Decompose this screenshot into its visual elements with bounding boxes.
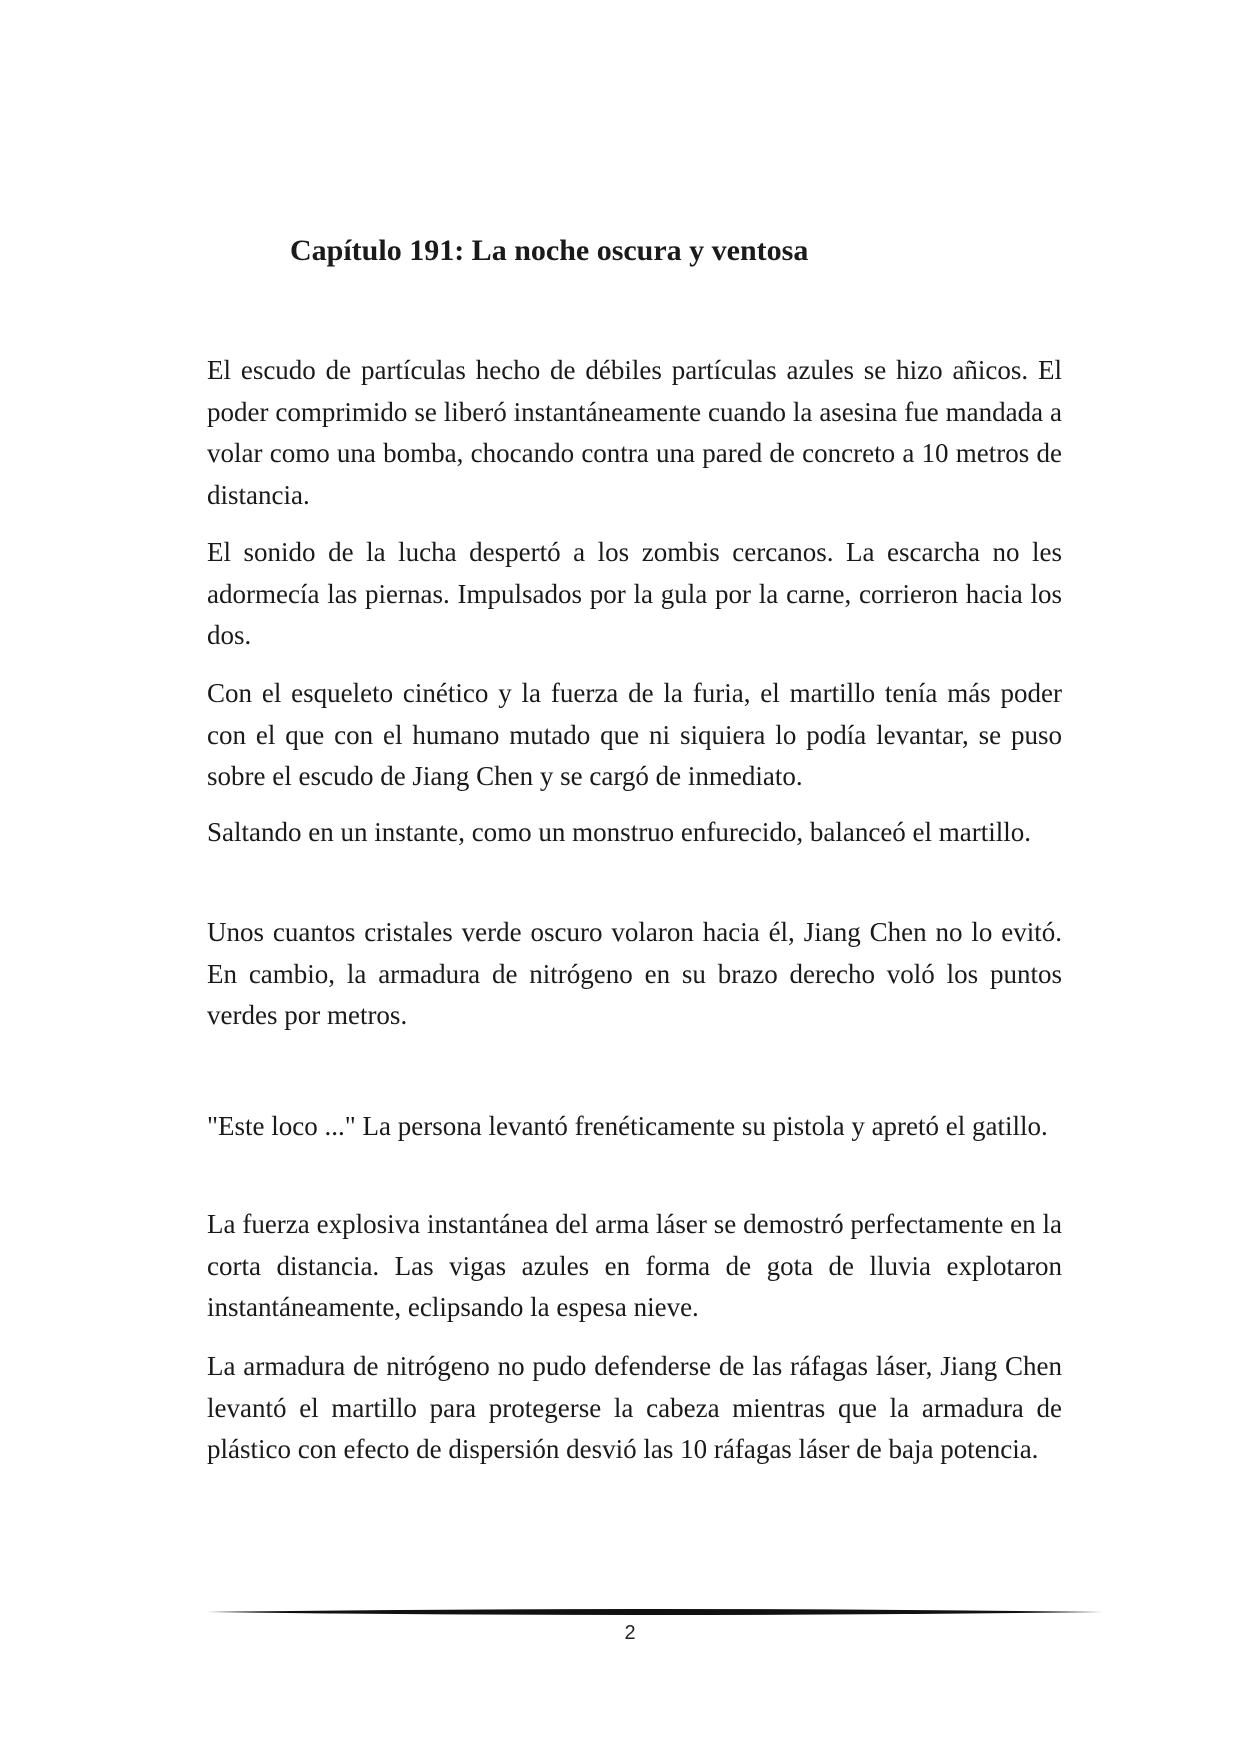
paragraph: Saltando en un instante, como un monstruo enfurecido, balanceó el martillo.: [207, 817, 1032, 847]
paragraph: La fuerza explosiva instantánea del arma láser se demostró perfectamente en la corta distancia. Las vigas azules en forma de gota de lluvia explotaron instantáneamente, eclipsando la espesa nieve.: [207, 1209, 1062, 1322]
paragraph: El sonido de la lucha despertó a los zombis cercanos. La escarcha no les adormecía las piernas. Impulsados por la gula por la carne, corrieron hacia los dos.: [207, 537, 1062, 650]
chapter-title: Capítulo 191: La noche oscura y ventosa: [290, 234, 809, 267]
paragraph: El escudo de partículas hecho de débiles partículas azules se hizo añicos. El poder comprimido se liberó instantáneamente cuando la asesina fue mandada a volar como una bomba, chocando contra una pared de concreto a 10 metros de distancia.: [207, 355, 1062, 510]
paragraph: La armadura de nitrógeno no pudo defenderse de las ráfagas láser, Jiang Chen levantó el martillo para protegerse la cabeza mientras que la armadura de plástico con efecto de dispersión desvió las 10 ráfagas láser de baja potencia.: [207, 1351, 1062, 1464]
footer-divider: [207, 1606, 1103, 1618]
paragraph: Con el esqueleto cinético y la fuerza de la furia, el martillo tenía más poder con el que con el humano mutado que ni siquiera lo podía levantar, se puso sobre el escudo de Jiang Chen y se cargó de inmediato.: [207, 678, 1062, 791]
paragraph: "Este loco ..." La persona levantó frenéticamente su pistola y apretó el gatillo.: [207, 1111, 1048, 1141]
page-number: 2: [624, 1622, 636, 1644]
paragraph: Unos cuantos cristales verde oscuro volaron hacia él, Jiang Chen no lo evitó. En cambio, la armadura de nitrógeno en su brazo derecho voló los puntos verdes por metros.: [207, 917, 1062, 1030]
